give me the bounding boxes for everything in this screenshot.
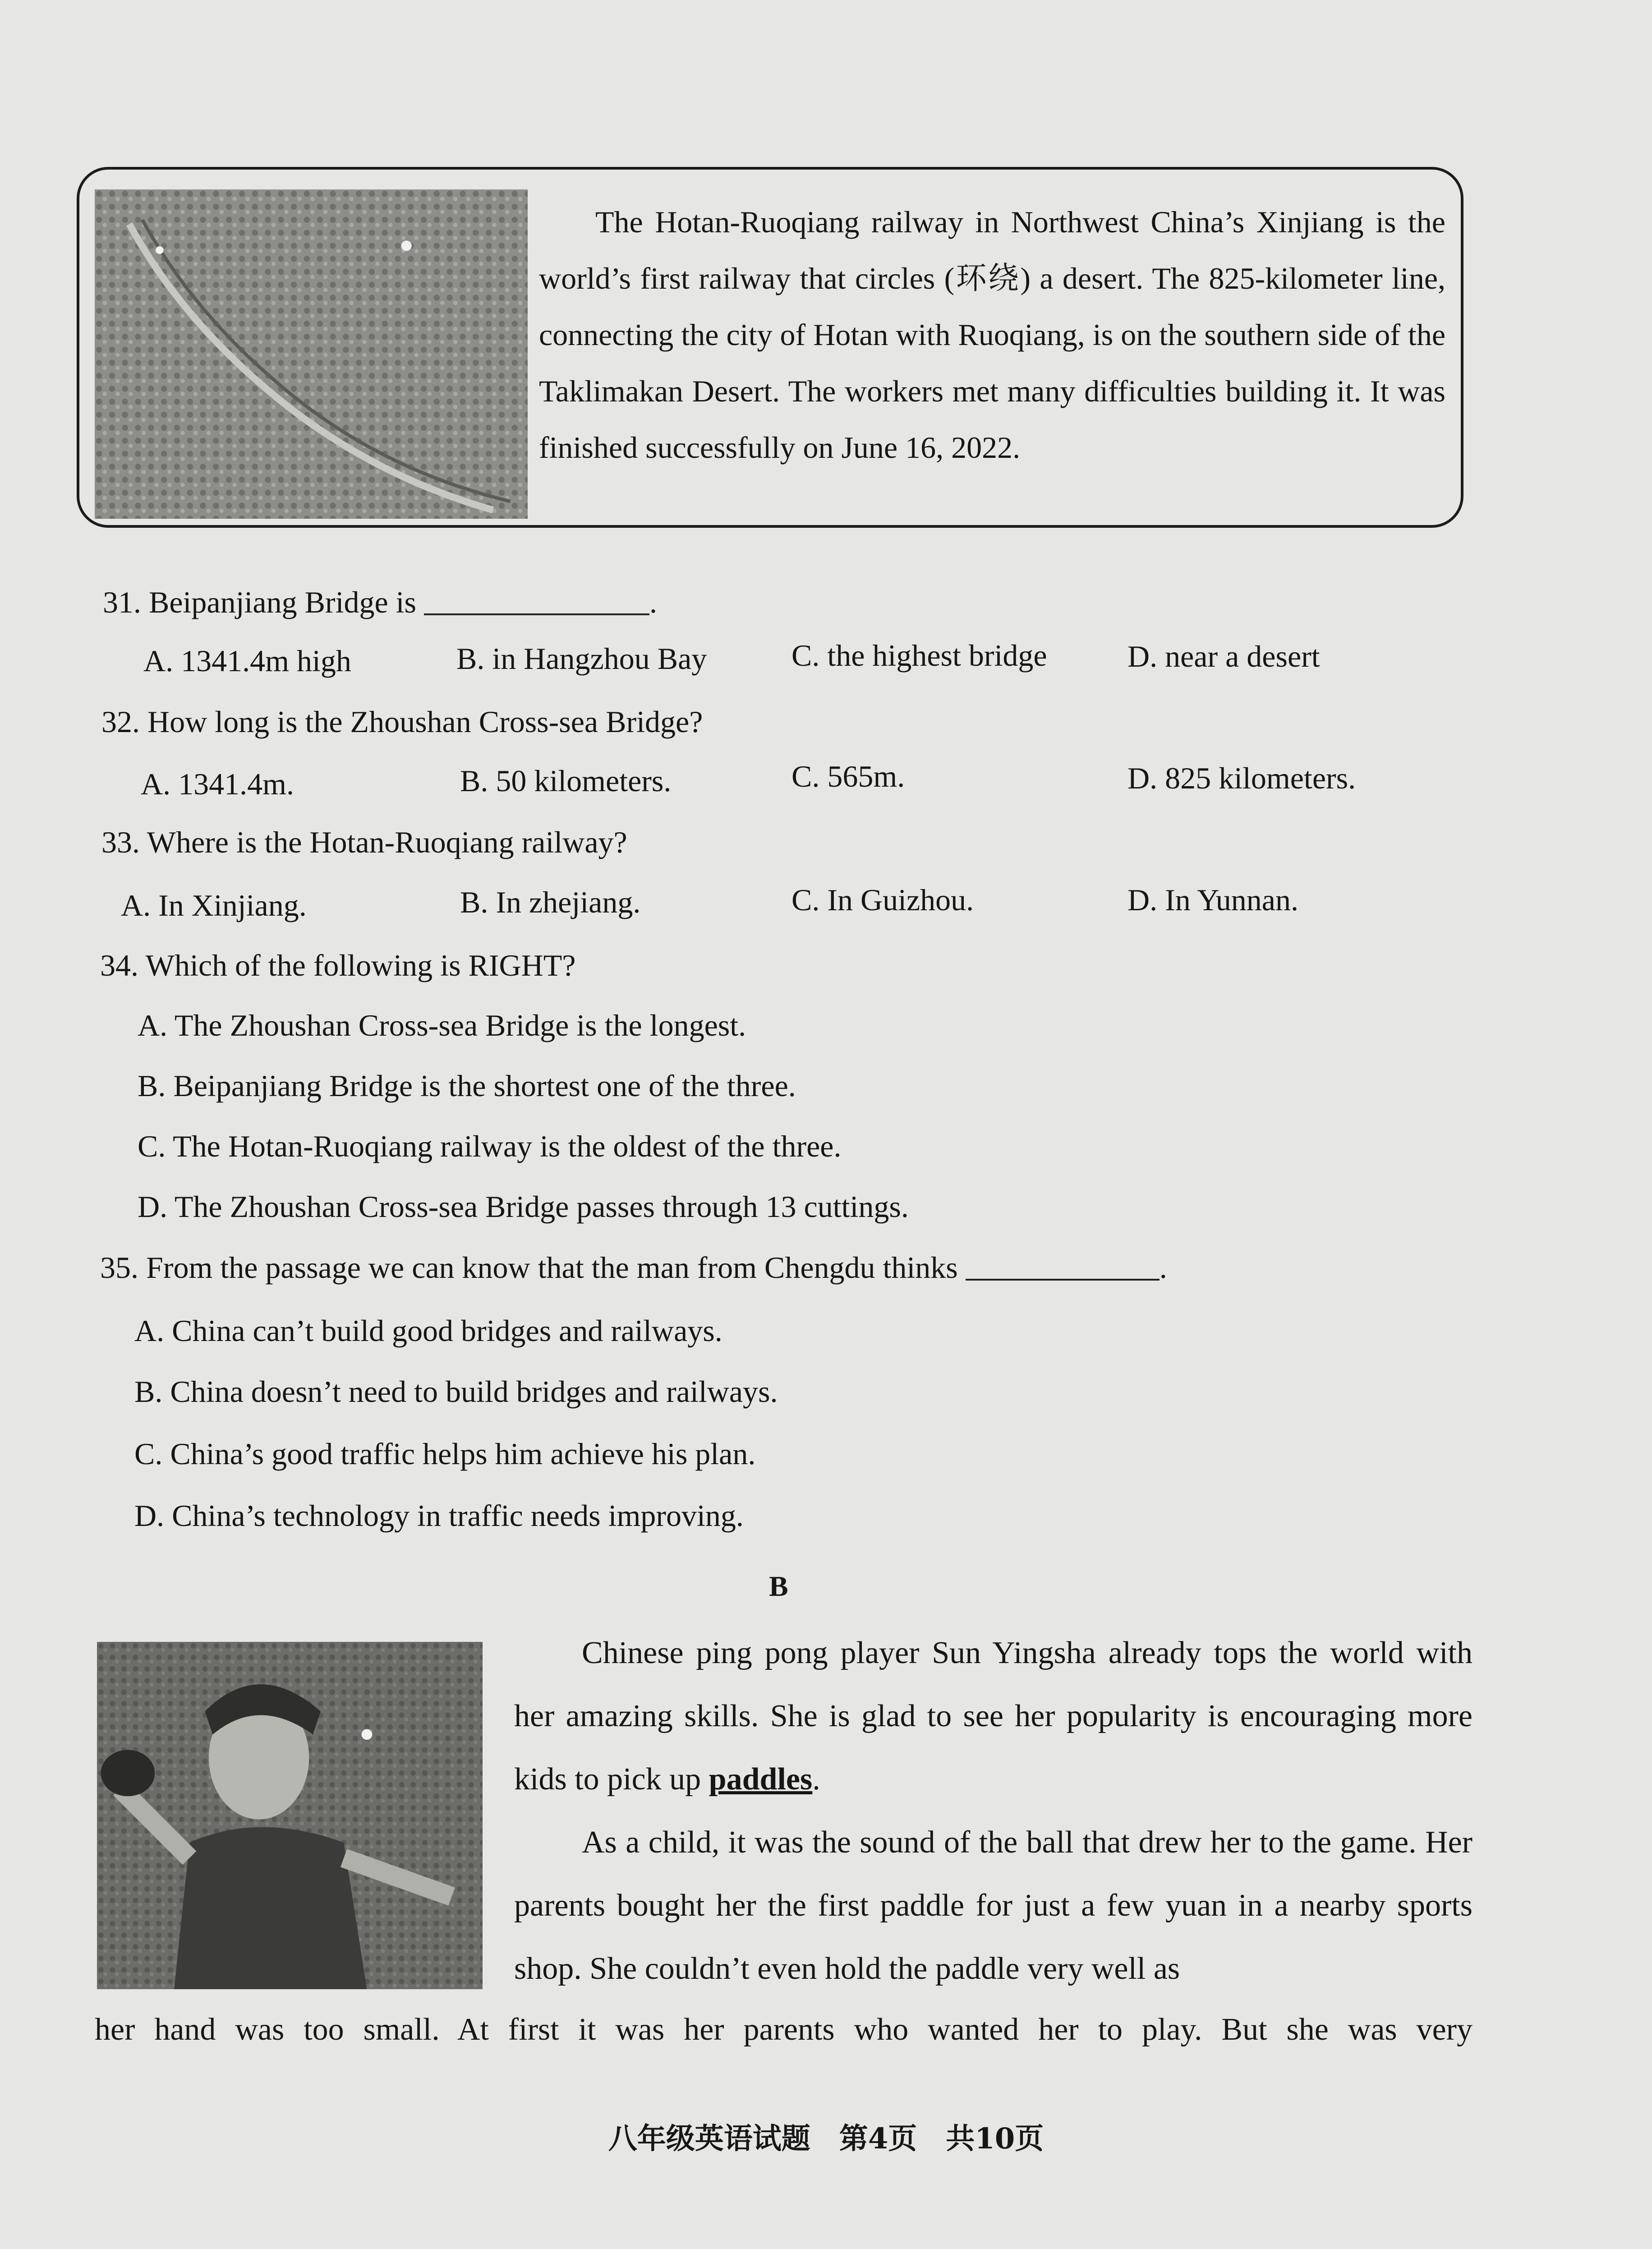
question-31-stem: 31. Beipanjiang Bridge is bbox=[103, 585, 417, 619]
passage-a-paragraph: The Hotan-Ruoqiang railway in Northwest China’s Xinjiang is the world’s first railway that circles (环绕) a desert. The 825-kilometer line, connecting the city of Hotan with Ruoqiang, is on the southern side of the Taklimakan Desert. The workers met many difficulties building it. It was finished successfully on June 16, 2022. bbox=[539, 205, 1445, 465]
keyword-paddles: paddles bbox=[709, 1762, 813, 1797]
question-35-stem: 35. From the passage we can know that the man from Chengdu thinks bbox=[100, 1250, 958, 1285]
option-35-c: C. China’s good traffic helps him achieve his plan. bbox=[134, 1437, 756, 1471]
ping-pong-player-photo bbox=[97, 1642, 483, 1989]
passage-b-last-line: her hand was too small. At first it was her parents who wanted her to play. But she was very bbox=[95, 2012, 1473, 2047]
passage-b-paragraph-1 bbox=[514, 1622, 1473, 1811]
passage-b-text bbox=[514, 1622, 1473, 2000]
question-31-end: . bbox=[649, 585, 658, 619]
passage-a-text bbox=[539, 194, 1445, 476]
question-31 bbox=[103, 582, 657, 622]
option-35-b: B. China doesn’t need to build bridges and railways. bbox=[134, 1374, 778, 1409]
option-35-a: A. China can’t build good bridges and railways. bbox=[134, 1313, 722, 1348]
question-35 bbox=[100, 1247, 1167, 1288]
option-31-d: D. near a desert bbox=[1127, 639, 1320, 673]
passage-b-p1-end: . bbox=[812, 1762, 820, 1797]
option-31-a: A. 1341.4m high bbox=[143, 644, 351, 678]
option-34-b: B. Beipanjiang Bridge is the shortest one of the three. bbox=[138, 1069, 796, 1103]
option-35-d: D. China’s technology in traffic needs improving. bbox=[134, 1498, 744, 1533]
answer-blank bbox=[424, 586, 649, 615]
option-34-a: A. The Zhoushan Cross-sea Bridge is the longest. bbox=[138, 1008, 746, 1042]
passage-b-paragraph-2: As a child, it was the sound of the ball that drew her to the game. Her parents bought her the first paddle for just a few yuan in a nearby sports shop. She couldn’t even hold the paddle very well as bbox=[514, 1825, 1473, 1986]
page-footer: 八年级英语试题 第4页 共10页 bbox=[608, 2122, 1044, 2156]
question-32: 32. How long is the Zhoushan Cross-sea Bridge? bbox=[101, 705, 703, 739]
option-33-d: D. In Yunnan. bbox=[1127, 883, 1298, 917]
option-33-c: C. In Guizhou. bbox=[791, 883, 974, 917]
section-b-heading: B bbox=[769, 1570, 788, 1602]
option-31-c: C. the highest bridge bbox=[791, 638, 1047, 673]
desert-railway-photo bbox=[95, 189, 528, 519]
option-32-b: B. 50 kilometers. bbox=[460, 764, 672, 798]
option-31-b: B. in Hangzhou Bay bbox=[456, 641, 707, 676]
question-34: 34. Which of the following is RIGHT? bbox=[100, 948, 576, 982]
option-32-d: D. 825 kilometers. bbox=[1127, 761, 1356, 795]
question-33: 33. Where is the Hotan-Ruoqiang railway? bbox=[101, 825, 627, 859]
answer-blank bbox=[966, 1252, 1160, 1281]
option-33-b: B. In zhejiang. bbox=[460, 885, 641, 919]
option-32-a: A. 1341.4m. bbox=[141, 767, 294, 801]
option-34-c: C. The Hotan-Ruoqiang railway is the oldest of the three. bbox=[138, 1129, 842, 1163]
question-35-end: . bbox=[1159, 1250, 1167, 1285]
option-32-c: C. 565m. bbox=[791, 759, 905, 793]
option-34-d: D. The Zhoushan Cross-sea Bridge passes through 13 cuttings. bbox=[138, 1189, 909, 1224]
option-33-a: A. In Xinjiang. bbox=[121, 888, 307, 922]
passage-b-p1-text: Chinese ping pong player Sun Yingsha already tops the world with her amazing skills. She is glad to see her popularity is encouraging more kids to pick up bbox=[514, 1636, 1473, 1797]
